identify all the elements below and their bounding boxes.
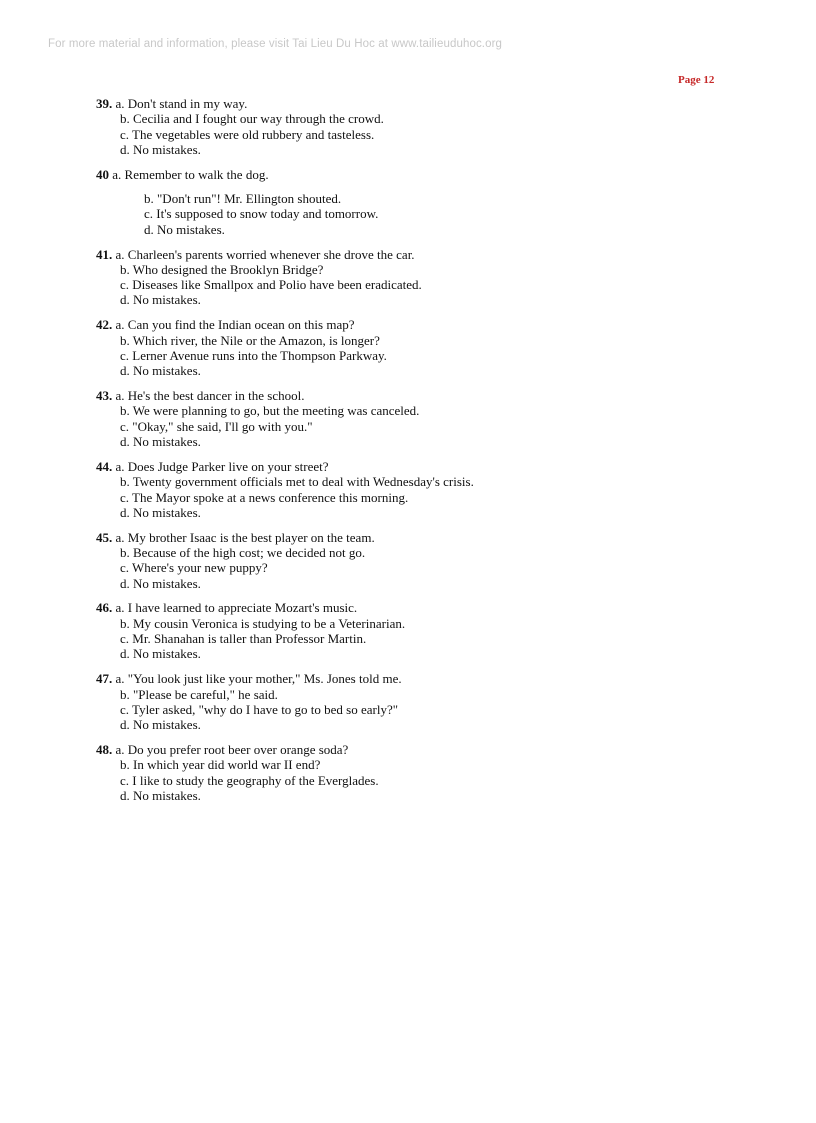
question-number: 46. [96,600,113,616]
option-b: b. Twenty government officials met to deal with Wednesday's crisis. [120,474,474,490]
option-a [96,600,776,615]
option-a [96,388,776,403]
option-c: c. The Mayor spoke at a news conference this morning. [120,489,409,505]
option-c: c. I like to study the geography of the Everglades. [120,772,379,788]
option-c: c. Mr. Shanahan is taller than Professor Martin. [120,631,367,647]
option-b: b. "Please be careful," he said. [120,686,278,702]
option-a [96,317,776,332]
question-number: 40 [96,166,109,182]
question-44 [96,459,776,520]
option-a [96,96,776,111]
option-b: b. Who designed the Brooklyn Bridge? [120,261,324,277]
question-number: 43. [96,388,113,404]
option-b: b. My cousin Veronica is studying to be a Veterinarian. [120,615,406,631]
page-number: Page 12 [678,74,715,86]
question-number: 45. [96,529,113,545]
option-c: c. Lerner Avenue runs into the Thompson Parkway. [120,347,387,363]
option-c: c. "Okay," she said, I'll go with you." [120,418,313,434]
option-text: a. Can you find the Indian ocean on this map? [115,317,355,333]
question-43 [96,388,776,449]
option-text: a. He's the best dancer in the school. [115,388,305,404]
option-d: d. No mistakes. [120,141,201,157]
option-c: c. Where's your new puppy? [120,560,268,576]
question-41 [96,247,776,308]
option-text: a. Do you prefer root beer over orange soda? [115,742,349,758]
option-text: a. Does Judge Parker live on your street? [115,458,329,474]
option-d: d. No mistakes. [120,575,201,591]
option-d: d. No mistakes. [120,717,201,733]
option-a [96,530,776,545]
question-48 [96,742,776,803]
question-39 [96,96,776,157]
option-a [96,671,776,686]
option-d: d. No mistakes. [120,292,201,308]
question-47 [96,671,776,732]
option-text: a. "You look just like your mother," Ms. Jones told me. [115,671,402,687]
question-number: 48. [96,742,113,758]
option-c: c. It's supposed to snow today and tomorrow. [144,206,379,222]
question-number: 44. [96,458,113,474]
option-c: c. Diseases like Smallpox and Polio have been eradicated. [120,277,422,293]
question-46 [96,600,776,661]
question-number: 42. [96,317,113,333]
option-text: a. Remember to walk the dog. [112,166,269,182]
option-text: a. Charleen's parents worried whenever she drove the car. [115,246,415,262]
question-number: 47. [96,671,113,687]
option-b: b. Which river, the Nile or the Amazon, is longer? [120,332,380,348]
question-number: 39. [96,96,113,111]
question-list [96,96,776,813]
option-b: b. Because of the high cost; we decided not go. [120,544,366,560]
option-c: c. The vegetables were old rubbery and tasteless. [120,126,375,142]
option-b: b. In which year did world war II end? [120,757,321,773]
question-45 [96,530,776,591]
option-d: d. No mistakes. [120,434,201,450]
option-d: d. No mistakes. [120,363,201,379]
option-a [96,167,776,182]
option-a [96,742,776,757]
question-42 [96,317,776,378]
question-40 [96,167,776,237]
option-text: a. My brother Isaac is the best player on the team. [115,529,375,545]
option-d: d. No mistakes. [120,787,201,803]
question-number: 41. [96,246,113,262]
option-b: b. Cecilia and I fought our way through the crowd. [120,111,384,127]
option-text: a. I have learned to appreciate Mozart's music. [115,600,358,616]
option-d: d. No mistakes. [120,646,201,662]
question-40-options [96,191,776,237]
option-d: d. No mistakes. [120,504,201,520]
watermark-text: For more material and information, please visit Tai Lieu Du Hoc at www.tailieuduhoc.org [48,38,503,50]
option-c: c. Tyler asked, "why do I have to go to bed so early?" [120,701,399,717]
option-a [96,247,776,262]
option-b: b. We were planning to go, but the meeting was canceled. [120,403,420,419]
option-a [96,459,776,474]
option-d: d. No mistakes. [144,221,225,237]
option-text: a. Don't stand in my way. [115,96,248,111]
option-b: b. "Don't run"! Mr. Ellington shouted. [144,191,342,207]
